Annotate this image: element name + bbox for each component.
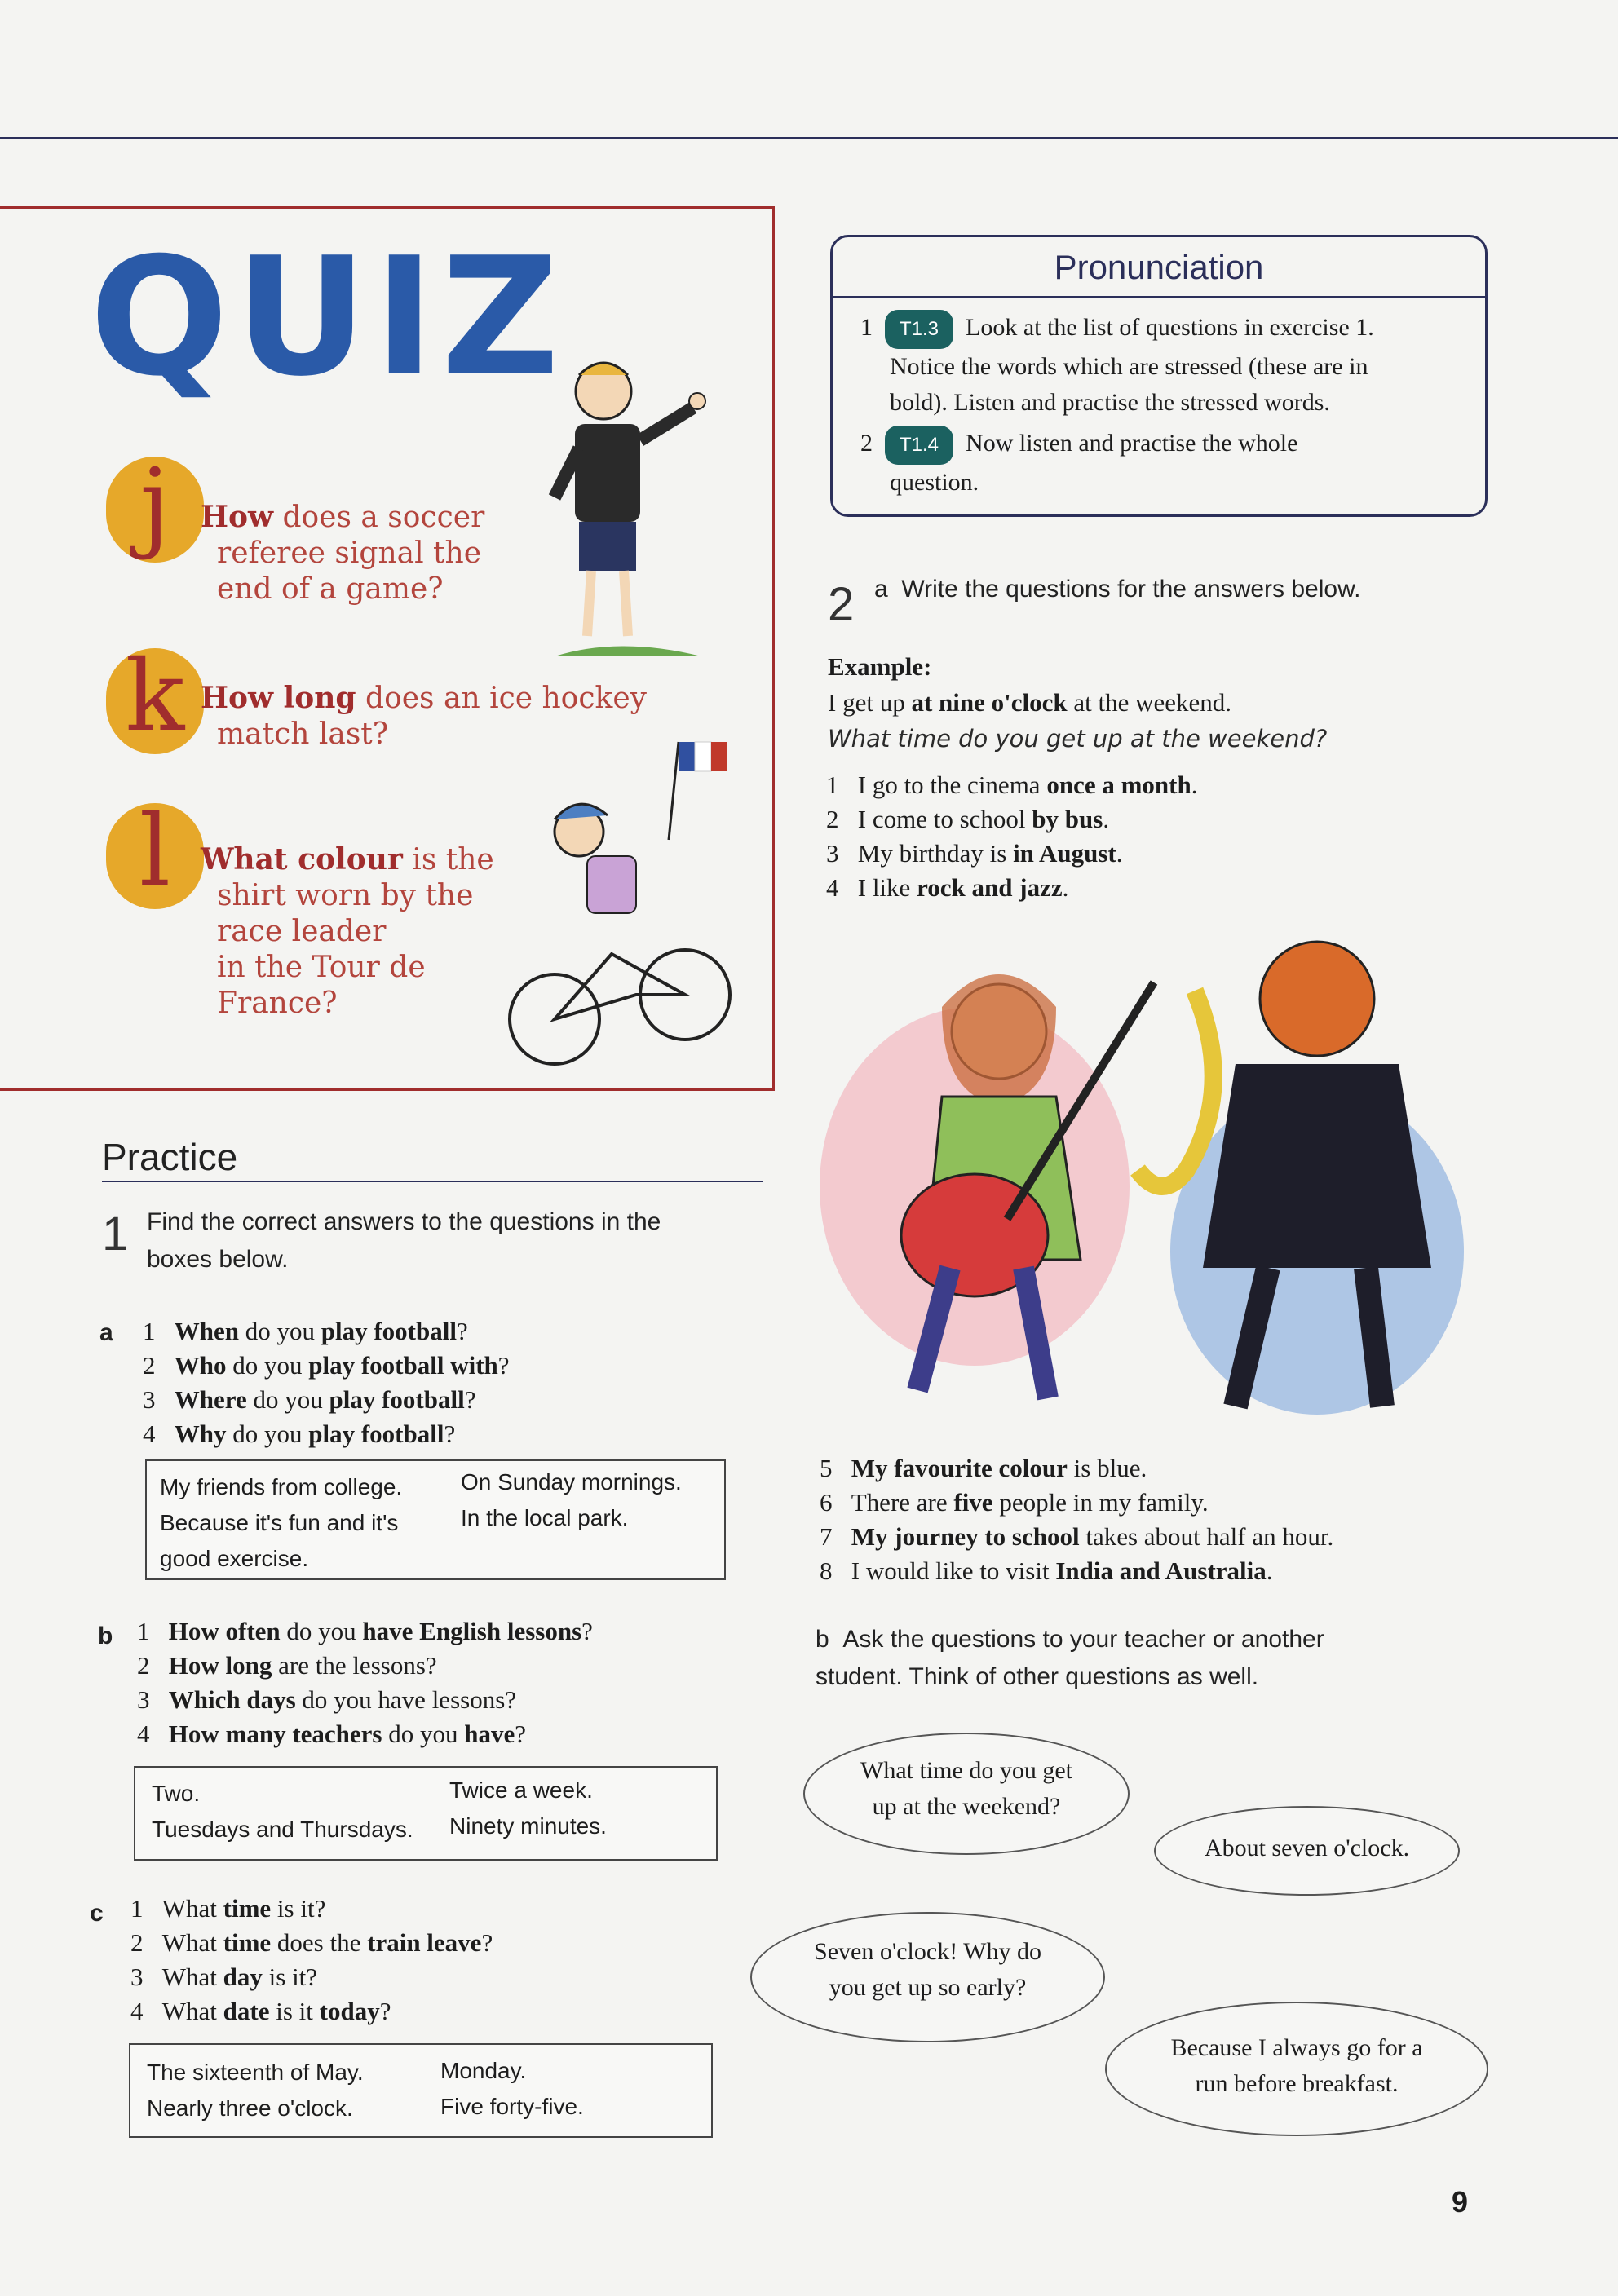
q-text-1: What [161,1894,223,1923]
q-bold-1: How often [168,1617,281,1645]
q-bold-1: Who [174,1351,227,1380]
ex2-item-bold: by bus [1032,805,1103,833]
quiz-j-text-3: end of a game? [217,572,444,606]
ex2-item-7 [820,1520,1333,1554]
pron-1-line-3: bold). Listen and practise the stressed words. [890,389,1330,417]
ex1-b-q2 [137,1649,593,1683]
q-bold-1: How long [168,1651,272,1680]
ex1-c-q3 [130,1960,493,1994]
ex2-item-text: There are [851,1488,954,1517]
answer: Twice a week. [449,1777,593,1803]
q-bold-2: play football [321,1317,457,1345]
ex2-item-end: . [1103,805,1110,833]
q-bold-2: play football with [308,1351,498,1380]
ex2-item-3 [826,837,1197,871]
answer: In the local park. [461,1505,629,1530]
exercise-2b-instruction [816,1621,1324,1696]
ex2-a-label: a [874,576,888,603]
q-bold-2: time [223,1894,272,1923]
ex1-a-questions [143,1314,510,1451]
q-bold-2: play football [329,1385,465,1414]
q-num: 1 [143,1317,156,1345]
answer: Five forty-five. [440,2094,584,2119]
q-text-1: do you [226,1351,309,1380]
q-num: 2 [130,1928,144,1957]
answer: My friends from college. [160,1474,403,1499]
q-bold-2: date [223,1997,270,2025]
q-text-1: What [161,1997,223,2025]
quiz-l-text-4: in the Tour de [217,951,426,984]
ex1-b-questions [137,1614,593,1751]
ex2-item-bold: in August [1013,839,1116,868]
q-bold-1: Which days [168,1685,296,1714]
ex2-list-top [826,768,1197,905]
bubble-3-line-2: you get up so early? [829,1974,1027,2001]
quiz-question-l [201,841,494,1022]
q-text-2: ? [515,1720,526,1748]
answer: Because it's fun and it's [160,1510,399,1535]
referee-illustration [522,342,750,669]
q-num: 2 [137,1651,150,1680]
q-text-2: does the [271,1928,368,1957]
ex1-b-answers-col-1 [152,1776,413,1848]
band-illustration [811,909,1464,1423]
pronunciation-item-2 [860,426,1480,501]
ex2-item-num: 6 [820,1488,833,1517]
ex2-item-1 [826,768,1197,802]
bubble-1-line-2: up at the weekend? [872,1793,1061,1820]
ex1-a-answers-col-1 [160,1469,402,1577]
ex1-a-answers-col-2 [461,1464,682,1536]
quiz-question-j [201,499,484,607]
practice-heading: Practice [102,1136,238,1178]
ex2-list-bottom [820,1451,1333,1588]
quiz-j-bold: How [201,500,274,534]
q-text-1: do you [382,1720,465,1748]
example-pre: I get up [828,688,912,717]
q-text-3: ? [481,1928,493,1957]
ex1-a-q1 [143,1314,510,1349]
ex1-a-q2 [143,1349,510,1383]
ex2-item-6 [820,1486,1333,1520]
bubble-2-line-1: About seven o'clock. [1204,1835,1410,1861]
ex1-c-answers-col-1 [147,2055,364,2126]
pronunciation-heading: Pronunciation [832,236,1486,298]
ex2-item-bold: rock and jazz [917,873,1063,902]
ex2-item-num: 4 [826,873,839,902]
ex1-c-label: c [90,1900,104,1927]
speech-bubble-3-text [763,1934,1093,2006]
answer: Nearly three o'clock. [147,2095,353,2121]
ex2-item-num: 1 [826,770,839,799]
quiz-k-text-2: match last? [217,718,389,751]
example-block [828,649,1327,757]
q-bold-2: day [223,1963,263,1991]
quiz-l-text-3: race leader [217,915,387,948]
ex2-item-bold: once a month [1046,770,1191,799]
ex1-a-q3 [143,1383,510,1417]
ex1-c-q4 [130,1994,493,2029]
q-bold-2: have [464,1720,515,1748]
quiz-l-text-5: France? [217,987,338,1020]
q-text-2: ? [464,1385,476,1414]
ex1-c-answers-col-2 [440,2053,584,2125]
ex2-item-end: is blue. [1067,1454,1147,1482]
q-text-1: do you [246,1385,329,1414]
ex1-c-q1 [130,1892,493,1926]
ex1-c-questions [130,1892,493,2029]
ex2-item-text: I would like to visit [851,1556,1056,1585]
q-num: 4 [137,1720,150,1748]
answer: Tuesdays and Thursdays. [152,1817,413,1842]
q-text-2: ? [444,1420,456,1448]
ex2-item-bold: India and Australia [1055,1556,1267,1585]
q-num: 3 [137,1685,150,1714]
cyclist-illustration [506,734,750,1076]
exercise-2-number: 2 [828,578,855,631]
quiz-question-k [201,680,647,753]
track-pill-t1-3[interactable]: T1.3 [885,310,953,349]
ex2-item-bold: My journey to school [851,1522,1080,1551]
q-bold-2: have English lessons [362,1617,582,1645]
quiz-letter-j: j [106,457,204,563]
ex1-a-q4 [143,1417,510,1451]
ex1-a-label: a [99,1319,113,1346]
ex2-item-bold: five [953,1488,993,1517]
ex1-line-1: Find the correct answers to the questions in the [147,1208,661,1235]
q-text-1: What [161,1963,223,1991]
bubble-4-line-1: Because I always go for a [1170,2034,1423,2061]
ex1-line-2: boxes below. [147,1246,289,1273]
q-bold-1: Why [174,1420,227,1448]
example-bold: at nine o'clock [911,688,1068,717]
ex2-item-num: 8 [820,1556,833,1585]
q-text-3: ? [379,1997,391,2025]
track-pill-t1-4[interactable]: T1.4 [885,426,953,465]
q-num: 1 [130,1894,144,1923]
q-text-2: is it? [271,1894,326,1923]
speech-bubble-4-text [1113,2030,1480,2102]
q-bold-2: time [223,1928,272,1957]
page-number: 9 [1452,2185,1469,2219]
header-rule [0,137,1618,139]
pron-2-line-1: Now listen and practise the whole [966,430,1298,457]
ex2-item-end: . [1191,770,1198,799]
ex1-b-q4 [137,1717,593,1751]
q-text-1: do you [239,1317,321,1345]
ex2-item-8 [820,1554,1333,1588]
q-text-2: is it? [262,1963,318,1991]
answer: Two. [152,1781,201,1806]
ex2-item-end: . [1266,1556,1273,1585]
answer: good exercise. [160,1546,309,1571]
quiz-title: QUIZ [90,223,566,413]
q-text-1: What [161,1928,223,1957]
ex2-item-num: 7 [820,1522,833,1551]
q-text-2: ? [497,1351,510,1380]
q-text-2: ? [581,1617,593,1645]
ex2-item-end: . [1062,873,1069,902]
ex2-item-text: My birthday is [857,839,1014,868]
q-bold-3: today [319,1997,380,2025]
exercise-2a-instruction [874,571,1360,608]
ex2-item-2 [826,802,1197,837]
ex2-item-num: 3 [826,839,839,868]
ex2-item-bold: My favourite colour [851,1454,1068,1482]
pron-1-line-1: Look at the list of questions in exercise 1. [966,314,1374,341]
ex2-item-text: I come to school [857,805,1032,833]
q-bold-1: When [174,1317,239,1345]
pron-2-line-2: question. [890,469,979,497]
ex2-item-text: I go to the cinema [857,770,1047,799]
q-num: 1 [137,1617,150,1645]
exercise-1-number: 1 [102,1208,129,1261]
quiz-j-text-2: referee signal the [217,536,481,570]
ex1-a-answer-box [145,1459,726,1580]
answer: Ninety minutes. [449,1813,607,1839]
answer: On Sunday mornings. [461,1469,682,1495]
ex2-b-label: b [816,1626,829,1653]
ex1-b-label: b [98,1623,113,1649]
q-text-1: do you [280,1617,363,1645]
quiz-k-text-1: does an ice hockey [356,682,647,715]
ex1-b-q1 [137,1614,593,1649]
practice-rule [102,1181,763,1182]
ex2-item-end: . [1116,839,1123,868]
ex1-c-q2 [130,1926,493,1960]
ex2-item-num: 2 [826,805,839,833]
ex1-b-q3 [137,1683,593,1717]
q-text-2: ? [456,1317,468,1345]
q-bold-1: How many teachers [168,1720,382,1748]
q-num: 3 [143,1385,156,1414]
speech-bubble-1-text [811,1753,1121,1825]
pron-2-num: 2 [860,430,873,457]
q-text-1: do you [226,1420,309,1448]
example-label: Example: [828,652,932,681]
ex2-item-text: I like [857,873,917,902]
ex2-b-line-1: Ask the questions to your teacher or another [842,1626,1324,1653]
bubble-4-line-2: run before breakfast. [1195,2070,1399,2097]
exercise-1-instruction [147,1203,661,1278]
quiz-l-text-1: is the [402,843,494,876]
quiz-j-text-1: does a soccer [273,501,485,534]
q-num: 2 [143,1351,156,1380]
ex1-b-answers-col-2 [449,1773,607,1844]
ex2-item-end: takes about half an hour. [1079,1522,1334,1551]
answer: The sixteenth of May. [147,2060,364,2085]
quiz-letter-k: k [106,648,204,754]
q-text-2: is it [269,1997,320,2025]
pron-1-num: 1 [860,314,873,341]
ex2-b-line-2: student. Think of other questions as well. [816,1663,1259,1690]
q-num: 3 [130,1963,144,1991]
example-post: at the weekend. [1067,688,1232,717]
ex1-b-answer-box [134,1766,718,1861]
pronunciation-item-1 [860,310,1480,421]
q-bold-3: train leave [367,1928,482,1957]
ex2-a-text: Write the questions for the answers below. [901,576,1361,603]
quiz-l-text-2: shirt worn by the [217,879,474,912]
q-text-1: do you have lessons? [295,1685,517,1714]
q-num: 4 [130,1997,144,2025]
quiz-l-bold: What colour [201,842,403,876]
ex2-item-end: people in my family. [992,1488,1209,1517]
q-bold-1: Where [174,1385,247,1414]
speech-bubble-2-text [1158,1830,1456,1866]
bubble-3-line-1: Seven o'clock! Why do [814,1938,1041,1965]
quiz-letter-l: l [106,803,204,909]
ex2-item-num: 5 [820,1454,833,1482]
answer: Monday. [440,2058,527,2083]
example-answer: What time do you get up at the weekend? [828,725,1328,753]
quiz-k-bold: How long [201,681,356,715]
q-num: 4 [143,1420,156,1448]
q-text-1: are the lessons? [272,1651,437,1680]
bubble-1-line-1: What time do you get [860,1757,1072,1784]
ex2-item-4 [826,871,1197,905]
q-bold-2: play football [308,1420,444,1448]
ex2-item-5 [820,1451,1333,1486]
pron-1-line-2: Notice the words which are stressed (these are in [890,353,1368,381]
ex1-c-answer-box [129,2043,713,2138]
